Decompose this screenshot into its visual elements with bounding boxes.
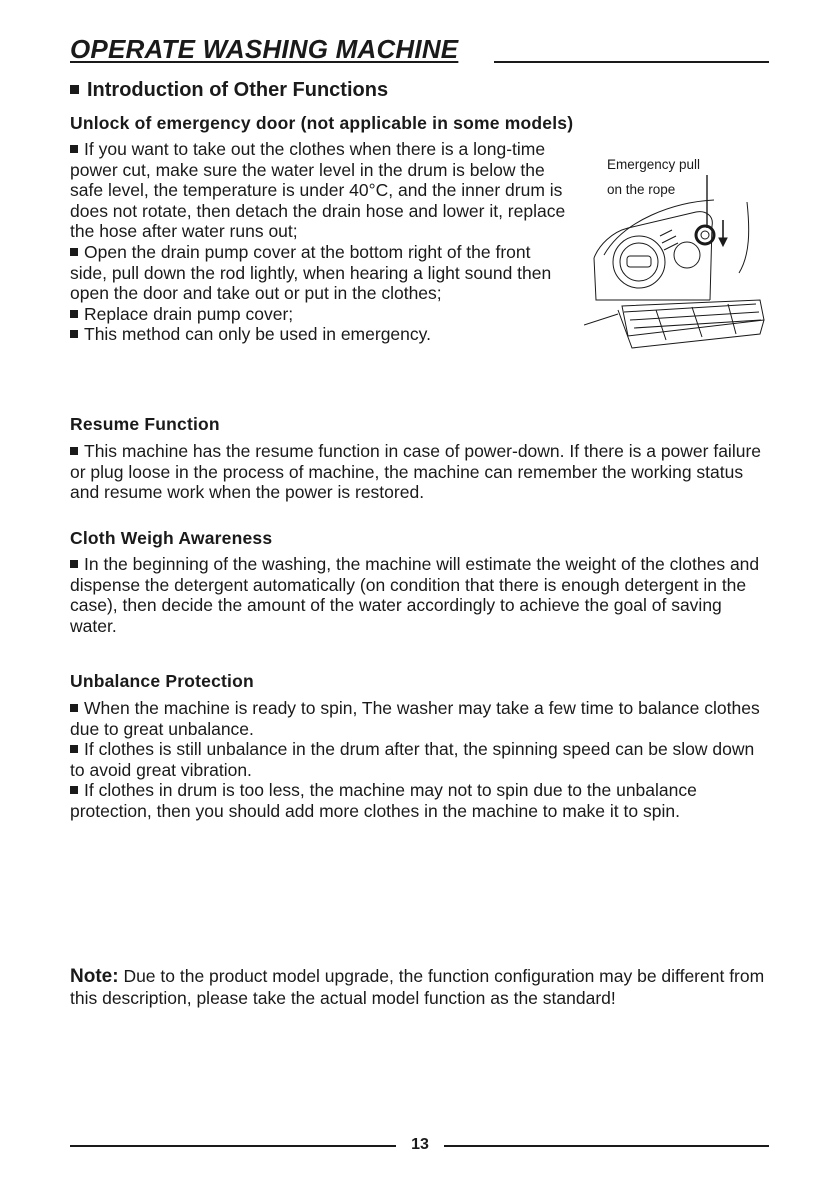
emergency-pull-figure	[584, 150, 774, 365]
drain-pump-illustration	[584, 150, 774, 365]
bullet-square-icon	[70, 310, 78, 318]
emergency-heading: Unlock of emergency door (not applicable in some models)	[70, 113, 574, 133]
bullet-square-icon	[70, 447, 78, 455]
unbalance-list	[70, 698, 770, 822]
title-underline-rule	[494, 61, 769, 63]
resume-heading: Resume Function	[70, 414, 220, 434]
emergency-list	[70, 139, 570, 345]
list-item: If clothes is still unbalance in the drum after that, the spinning speed can be slow down to avoid great vibration.	[70, 739, 755, 780]
footer-rule-left	[70, 1145, 396, 1147]
list-item: In the beginning of the washing, the machine will estimate the weight of the clothes and dispense the detergent automatically (on condition that there is enough detergent in the case), then decide the amount of the water accordingly to achieve the goal of saving water.	[70, 554, 760, 636]
bullet-square-icon	[70, 85, 79, 94]
note-label: Note:	[70, 966, 119, 987]
page-title: OPERATE WASHING MACHINE	[70, 34, 459, 64]
weigh-heading: Cloth Weigh Awareness	[70, 528, 273, 548]
bullet-square-icon	[70, 786, 78, 794]
bullet-square-icon	[70, 745, 78, 753]
note-block	[70, 966, 770, 1008]
list-item: If clothes in drum is too less, the machine may not to spin due to the unbalance protection, then you should add more clothes in the machine to make it to spin.	[70, 780, 697, 821]
list-item: Replace drain pump cover;	[70, 304, 570, 325]
list-item: This machine has the resume function in case of power-down. If there is a power failure or plug loose in the process of machine, the machine can remember the working status and resume work when the power is restored.	[70, 441, 762, 503]
weigh-list	[70, 554, 770, 636]
list-item: This method can only be used in emergency.	[70, 324, 570, 345]
bullet-square-icon	[70, 560, 78, 568]
unbalance-heading: Unbalance Protection	[70, 671, 254, 691]
bullet-square-icon	[70, 248, 78, 256]
footer-rule-right	[444, 1145, 769, 1147]
bullet-square-icon	[70, 145, 78, 153]
bullet-square-icon	[70, 704, 78, 712]
list-item: When the machine is ready to spin, The washer may take a few time to balance clothes due to great unbalance.	[70, 698, 760, 739]
list-item: Open the drain pump cover at the bottom right of the front side, pull down the rod lightly, when hearing a light sound then open the door and take out or put in the clothes;	[70, 241, 552, 304]
page-number: 13	[411, 1136, 429, 1153]
figure-label-emergency-pull: Emergency pull	[607, 157, 701, 172]
section-heading	[70, 79, 388, 102]
note-text: Due to the product model upgrade, the function configuration may be different from this description, please take the actual model function as the standard!	[70, 966, 765, 1008]
list-item: If you want to take out the clothes when there is a long-time power cut, make sure the water level in the drum is below the safe level, the temperature is under 40°C, and the inner drum is does not rotate, then detach the drain hose and lower it, replace the hose after water runs out;	[70, 139, 566, 242]
section-heading-text: Introduction of Other Functions	[87, 79, 389, 101]
bullet-square-icon	[70, 330, 78, 338]
resume-list	[70, 441, 770, 503]
figure-label-on-the-rope: on the rope	[607, 182, 676, 197]
